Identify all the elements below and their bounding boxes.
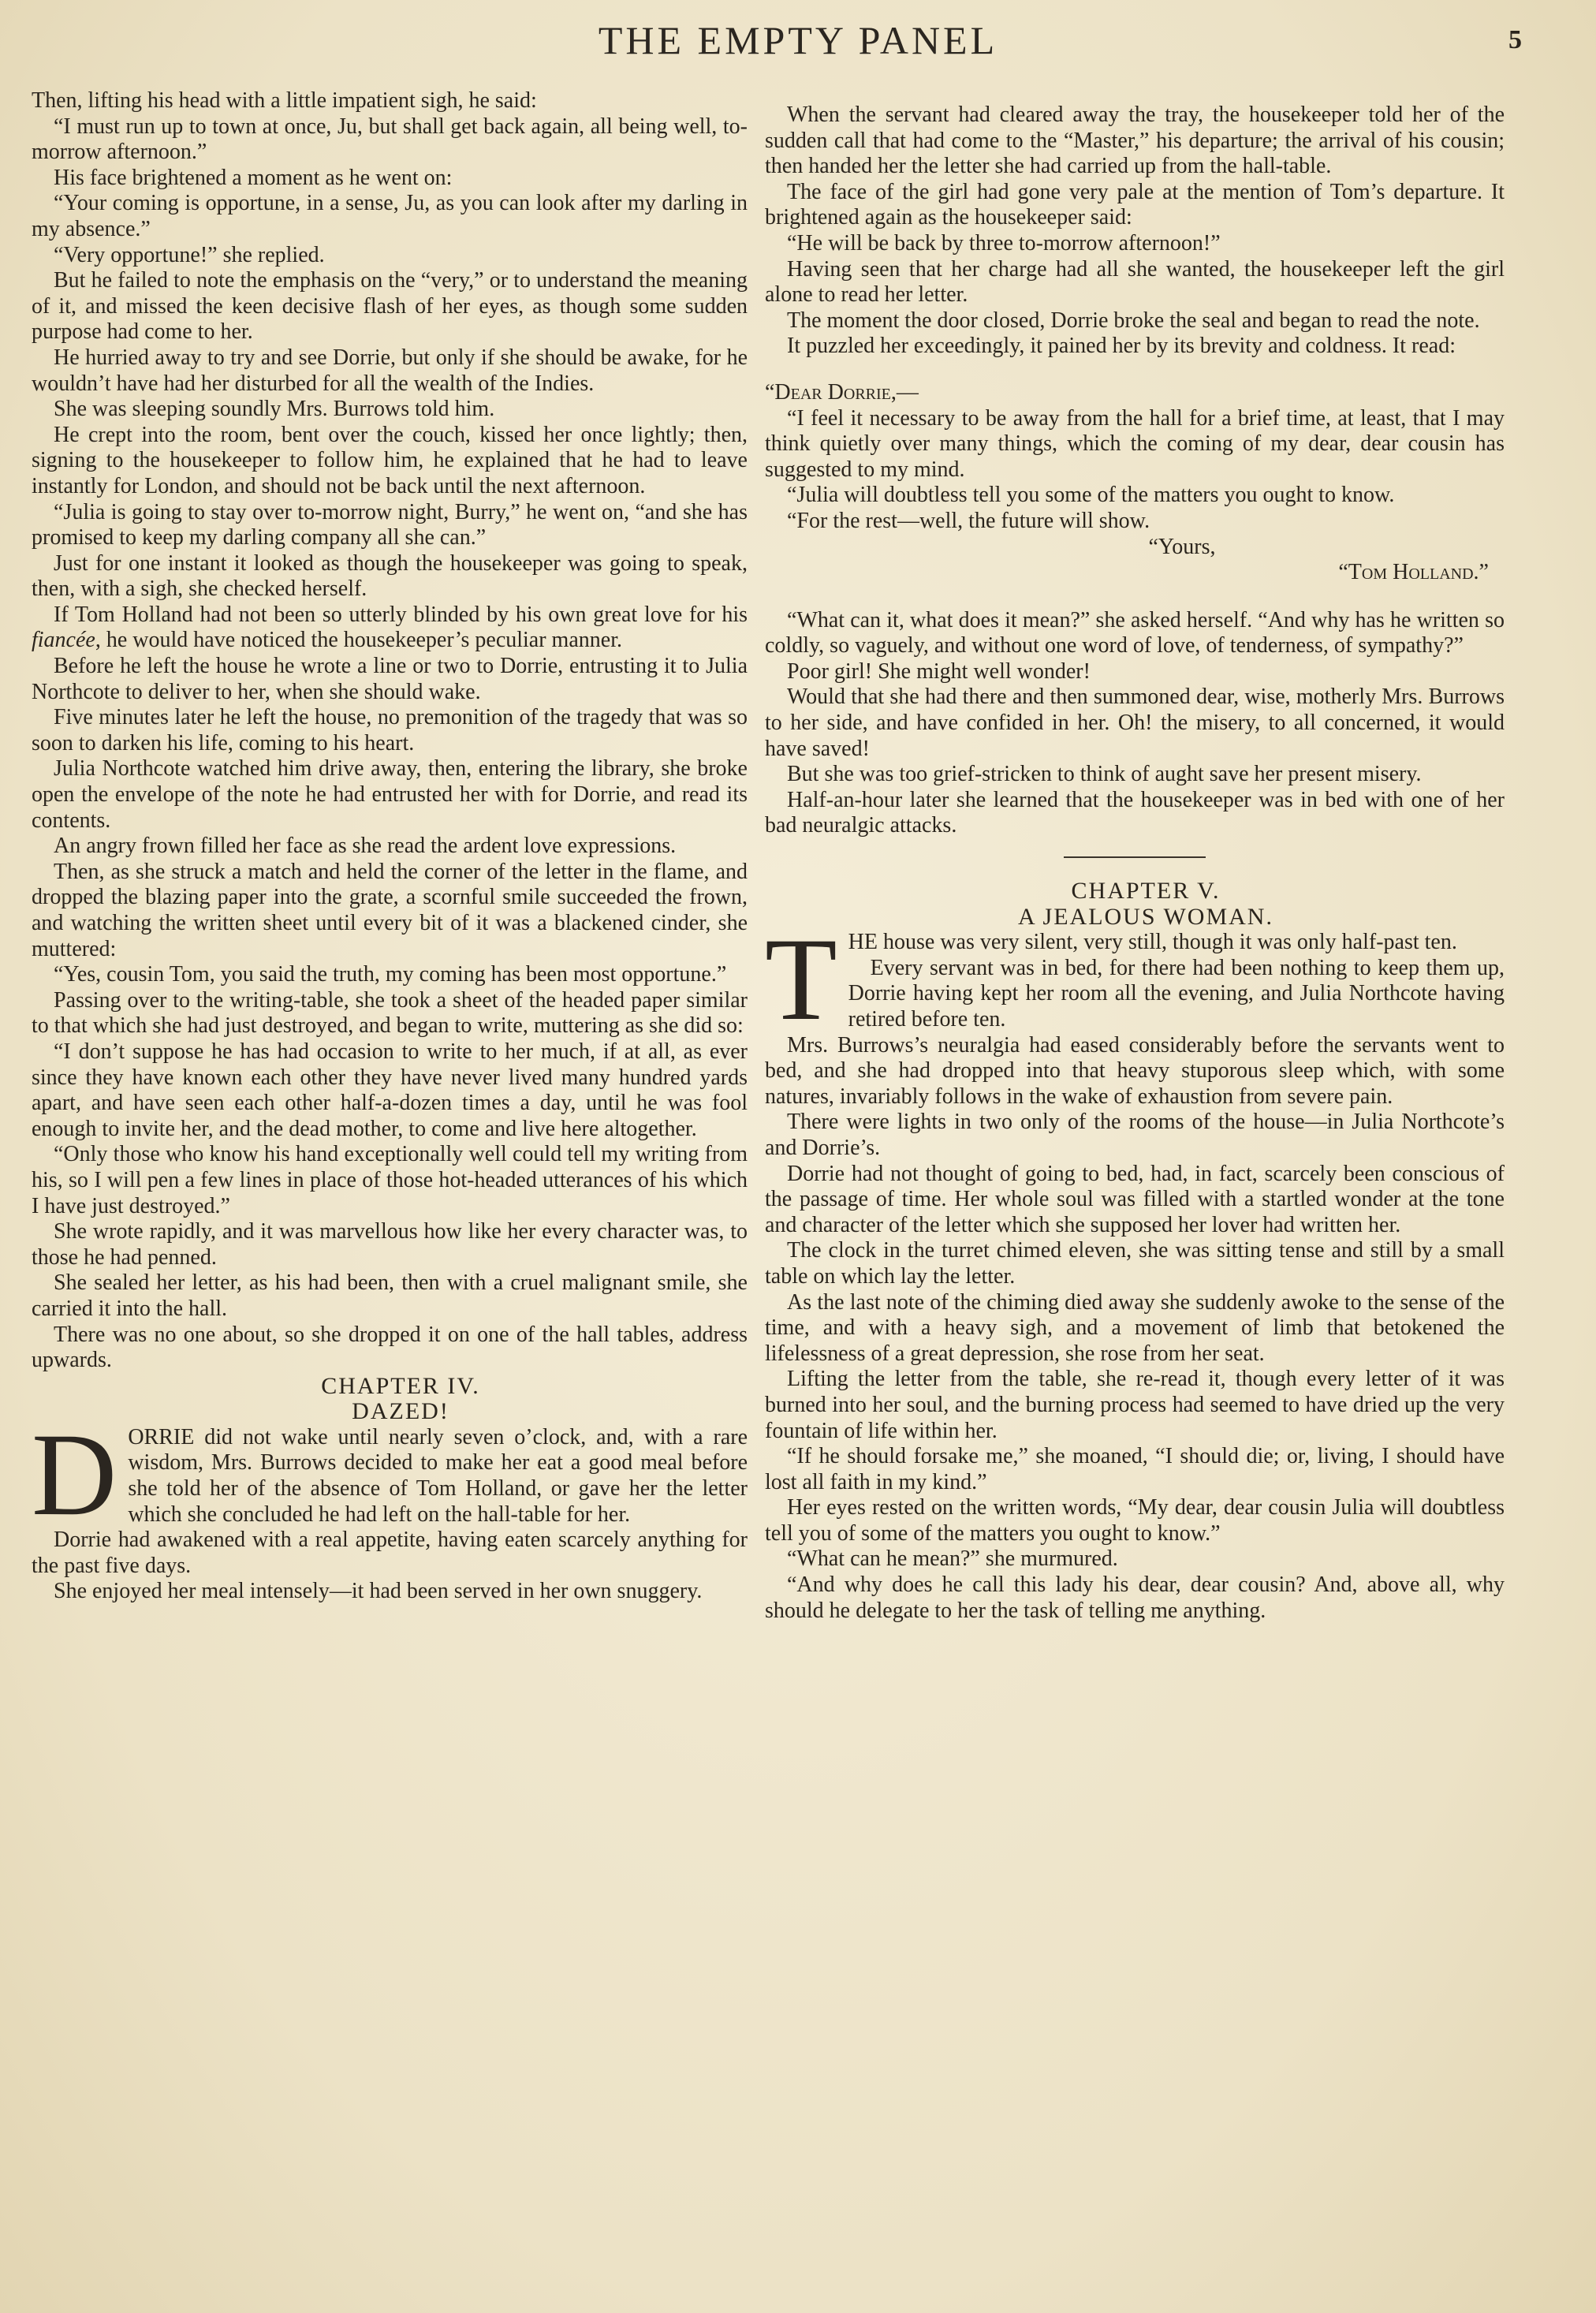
paragraph: Before he left the house he wrote a line or two to Dorrie, entrusting it to Julia Northcote to deliver to her, when she should wake. bbox=[32, 654, 748, 704]
letter-closing: “Yours, bbox=[1148, 534, 1216, 559]
chapter-title: DAZED! bbox=[352, 1398, 449, 1425]
paragraph: Mrs. Burrows’s neuralgia had eased considerably before the servants went to bed, and she had dropped into that heavy stuporous sleep which, with some natures, invariably follows in the wake of exhaustion from severe pain. bbox=[765, 1032, 1505, 1109]
drop-cap: D bbox=[32, 1408, 117, 1540]
paragraph: The face of the girl had gone very pale at the mention of Tom’s departure. It brightened again as the housekeeper said: bbox=[765, 179, 1505, 230]
paragraph: Half-an-hour later she learned that the housekeeper was in bed with one of her bad neuralgic attacks. bbox=[765, 787, 1505, 838]
paragraph: He crept into the room, bent over the couch, kissed her once lightly; then, signing to the housekeeper to follow him, he explained that he had to leave instantly for London, and should not be back until the next afternoon. bbox=[32, 422, 748, 498]
paragraph: Lifting the letter from the table, she re-read it, though every letter of it was burned into her soul, and the burning process had seemed to have dried up the very fountain of life within her. bbox=[765, 1367, 1505, 1443]
left-column bbox=[32, 88, 748, 1605]
paragraph: Having seen that her charge had all she wanted, the housekeeper left the girl alone to read her letter. bbox=[765, 256, 1505, 308]
paragraph: Her eyes rested on the written words, “My dear, dear cousin Julia will doubtless tell you of some of the matters you ought to know.” bbox=[765, 1495, 1505, 1546]
chapter-title: A JEALOUS WOMAN. bbox=[1018, 903, 1273, 930]
paragraph: Then, lifting his head with a little impatient sigh, he said: bbox=[32, 88, 537, 113]
paragraph: She wrote rapidly, and it was marvellous how like her every character was, to those he had penned. bbox=[32, 1219, 748, 1270]
paragraph: “What can it, what does it mean?” she asked herself. “And why has he written so coldly, so vaguely, and without one word of love, of tenderness, of sympathy?” bbox=[765, 607, 1505, 658]
letter-paragraph: “Julia will doubtless tell you some of the matters you ought to know. bbox=[787, 483, 1395, 508]
quoted-letter bbox=[765, 380, 1505, 586]
paragraph: “He will be back by three to-morrow afternoon!” bbox=[787, 230, 1221, 256]
paragraph: Every servant was in bed, for there had been nothing to keep them up, Dorrie having kept her room all the evening, and Julia Northcote having retired before ten. bbox=[848, 955, 1505, 1032]
right-column bbox=[765, 103, 1505, 1624]
paragraph: It puzzled her exceedingly, it pained her by its brevity and coldness. It read: bbox=[787, 334, 1456, 359]
paragraph: Would that she had there and then summoned dear, wise, motherly Mrs. Burrows to her side, and have confided in her. Oh! the misery, to all concerned, it would have saved! bbox=[765, 685, 1505, 761]
paragraph: His face brightened a moment as he went on: bbox=[54, 165, 453, 190]
paragraph: “Julia is going to stay over to-morrow night, Burry,” he went on, “and she has promised to keep my darling company all she can.” bbox=[32, 499, 748, 550]
paragraph: But he failed to note the emphasis on the “very,” or to understand the meaning of it, and missed the keen decisive flash of her eyes, as though some sudden purpose had come to her. bbox=[32, 268, 748, 345]
paragraph: Dorrie had awakened with a real appetite, having eaten scarcely anything for the past five days. bbox=[32, 1528, 748, 1578]
chapter-heading: CHAPTER V. bbox=[1071, 878, 1221, 905]
paragraph: There were lights in two only of the rooms of the house—in Julia Northcote’s and Dorrie’s. bbox=[765, 1110, 1505, 1160]
paragraph: He hurried away to try and see Dorrie, but only if she should be awake, for he wouldn’t have had her disturbed for all the wealth of the Indies. bbox=[32, 345, 748, 396]
paragraph: An angry frown filled her face as she read the ardent love expressions. bbox=[54, 834, 677, 859]
paragraph: “I must run up to town at once, Ju, but shall get back again, all being well, to-morrow afternoon.” bbox=[32, 114, 748, 165]
chapter-heading: CHAPTER IV. bbox=[321, 1372, 480, 1399]
paragraph: Julia Northcote watched him drive away, then, entering the library, she broke open the envelope of the note he had entrusted her with for Dorrie, and read its contents. bbox=[32, 756, 748, 833]
paragraph: “Very opportune!” she replied. bbox=[54, 242, 325, 267]
page-header bbox=[0, 17, 1596, 73]
paragraph: Five minutes later he left the house, no premonition of the tragedy that was so soon to darken his life, coming to his heart. bbox=[32, 705, 748, 755]
paragraph: “What can he mean?” she murmured. bbox=[787, 1546, 1118, 1572]
text-run: If Tom Holland had not been so utterly blinded by his own great love for his bbox=[54, 602, 748, 627]
paragraph: Dorrie had not thought of going to bed, had, in fact, scarcely been conscious of the passage of time. Her whole soul was filled with a startled wonder at the tone and character of the letter which she supposed her lover had written her. bbox=[765, 1161, 1505, 1237]
paragraph: Just for one instant it looked as though the housekeeper was going to speak, then, with a sigh, she checked herself. bbox=[32, 550, 748, 602]
section-divider bbox=[1064, 856, 1206, 858]
paragraph: “Yes, cousin Tom, you said the truth, my coming has been most opportune.” bbox=[54, 962, 727, 987]
letter-paragraph: “For the rest—well, the future will show. bbox=[787, 508, 1150, 533]
letter-signature: “Tom Holland.” bbox=[1338, 560, 1489, 585]
paragraph: She was sleeping soundly Mrs. Burrows told him. bbox=[54, 397, 495, 422]
paragraph: “If he should forsake me,” she moaned, “I should die; or, living, I should have lost all faith in my kind.” bbox=[765, 1444, 1505, 1494]
paragraph: “And why does he call this lady his dear, dear cousin? And, above all, why should he delegate to her the task of telling me anything. bbox=[765, 1572, 1505, 1623]
paragraph: When the servant had cleared away the tray, the housekeeper told her of the sudden call that had come to the “Master,” his departure; the arrival of his cousin; then handed her the letter she had carried up from the hall-table. bbox=[765, 103, 1505, 179]
paragraph: Passing over to the writing-table, she took a sheet of the headed paper similar to that which she had just destroyed, and began to write, muttering as she did so: bbox=[32, 987, 748, 1039]
letter-paragraph: “I feel it necessary to be away from the hall for a brief time, at least, that I may think quietly over many things, which the coming of my dear, dear cousin has suggested to my mind. bbox=[765, 405, 1505, 482]
paragraph bbox=[32, 602, 748, 654]
paragraph: She enjoyed her meal intensely—it had been served in her own snuggery. bbox=[54, 1579, 703, 1604]
paragraph: Then, as she struck a match and held the corner of the letter in the flame, and dropped the blazing paper into the grate, a scornful smile succeeded the frown, and watching the written sheet until every bit of it was a blackened cinder, she muttered: bbox=[32, 859, 748, 961]
text-run: , he would have noticed the housekeeper’s peculiar manner. bbox=[95, 628, 622, 653]
paragraph: But she was too grief-stricken to think of aught save her present misery. bbox=[787, 762, 1422, 787]
paragraph: As the last note of the chiming died away she suddenly awoke to the sense of the time, and with a heavy sigh, and a movement of limb that betokened the lifelessness of a great depression, she rose from her seat. bbox=[765, 1289, 1505, 1366]
running-title: THE EMPTY PANEL bbox=[598, 18, 998, 62]
page-number: 5 bbox=[1508, 25, 1522, 54]
paragraph: The clock in the turret chimed eleven, she was sitting tense and still by a small table on which lay the letter. bbox=[765, 1238, 1505, 1289]
text-run: ORRIE did not wake until nearly seven o’clock, and, with a rare wisdom, Mrs. Burrows decided to make her eat a good meal before she told her of the absence of Tom Holland, or gave her the letter which she concluded he had left on the hall-table for her. bbox=[128, 1424, 748, 1527]
paragraph: There was no one about, so she dropped it on one of the hall tables, address upwards. bbox=[32, 1322, 748, 1373]
paragraph: “I don’t suppose he has had occasion to write to her much, if at all, as ever since they have known each other they have never lived many hundred yards apart, and have seen each other half-a-dozen times a day, until he was fool enough to invite her, and the dead mother, to come and live here altogether. bbox=[32, 1039, 748, 1141]
letter-salutation: “Dear Dorrie,— bbox=[765, 379, 919, 405]
italic-word: fiancée bbox=[32, 628, 95, 653]
paragraph: Poor girl! She might well wonder! bbox=[787, 658, 1091, 684]
drop-cap: T bbox=[765, 914, 837, 1046]
paragraph: “Only those who know his hand exceptionally well could tell my writing from his, so I will pen a few lines in place of those hot-headed utterances of his which I have just destroyed.” bbox=[32, 1142, 748, 1218]
paragraph: “Your coming is opportune, in a sense, Ju, as you can look after my darling in my absence.” bbox=[32, 191, 748, 241]
paragraph: The moment the door closed, Dorrie broke the seal and began to read the note. bbox=[787, 308, 1480, 333]
paragraph: She sealed her letter, as his had been, then with a cruel malignant smile, she carried it into the hall. bbox=[32, 1270, 748, 1321]
text-run: HE house was very silent, very still, though it was only half-past ten. bbox=[848, 930, 1457, 955]
